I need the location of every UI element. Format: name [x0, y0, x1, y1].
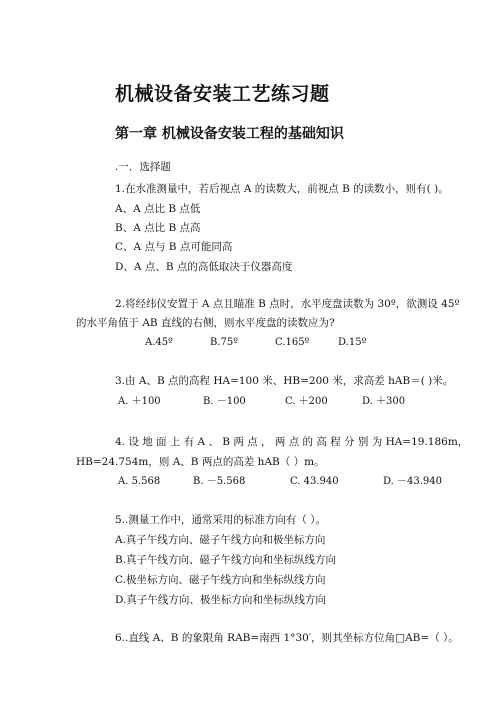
question-5-option-b: B.真子午线方向、磁子午线方向和坐标纵线方向 — [115, 554, 337, 566]
question-4-option-d: D. －43.940 — [383, 476, 443, 487]
question-1-option-a: A、A 点比 B 点低 — [115, 203, 201, 215]
question-4-option-b: B. －5.568 — [193, 476, 246, 487]
question-1-option-b: B、A 点比 B 点高 — [115, 222, 201, 234]
question-5-option-a: A.真子午线方向、磁子午线方向和极坐标方向 — [115, 534, 326, 546]
question-1-option-c: C、A 点与 B 点可能同高 — [115, 241, 233, 253]
question-2-option-d: D.15º — [338, 337, 367, 348]
question-2-option-c: C.165º — [275, 337, 310, 348]
question-3-option-a: A. ＋100 — [118, 396, 161, 407]
question-4-stem-line-1: 4. 设 地 面 上 有 A 、 B 两 点 ， 两 点 的 高 程 分 别 为 HA=19.186m， — [115, 436, 469, 448]
question-3-stem: 3.由 A、B 点的高程 HA=100 米、HB=200 米，求高差 hAB＝( )米。 — [115, 375, 454, 387]
question-2-option-a: A.45º — [145, 337, 173, 348]
question-2-stem-line-2: 的水平角值于 AB 直线的右侧，则水平度盘的读数应为? — [76, 317, 335, 329]
question-3-option-b: B. －100 — [203, 396, 246, 407]
document-title: 机械设备安装工艺练习题 — [115, 83, 330, 105]
chapter-heading: 第一章 机械设备安装工程的基础知识 — [115, 126, 344, 142]
question-1-option-d: D、A 点、B 点的高低取决于仪器高度 — [115, 261, 293, 273]
question-5-option-c: C.极坐标方向、磁子午线方向和坐标纵线方向 — [115, 574, 326, 586]
question-4-option-a: A. 5.568 — [118, 476, 161, 487]
section-heading: .一．选择题 — [115, 161, 171, 173]
question-2-option-b: B.75º — [210, 337, 238, 348]
question-4-stem-line-2: HB=24.754m，则 A、B 两点的高差 hAB（ ）m。 — [76, 456, 325, 468]
question-3-option-d: D. ＋300 — [362, 396, 406, 407]
question-6-stem: 6..直线 A、B 的象限角 RAB=南西 1°30′，则其坐标方位角□AB=（ ）。 — [115, 632, 459, 644]
question-1-stem: 1.在水准测量中，若后视点 A 的读数大，前视点 B 的读数小，则有( )。 — [115, 183, 449, 195]
question-4-option-c: C. 43.940 — [290, 476, 339, 487]
question-2-stem-line-1: 2.将经纬仪安置于 A 点且瞄准 B 点时，水平度盘读数为 30º，欲测设 45º — [115, 298, 460, 310]
question-3-option-c: C. ＋200 — [285, 396, 328, 407]
question-5-stem: 5..测量工作中，通常采用的标准方向有（ ）。 — [115, 514, 326, 526]
question-5-option-d: D.真子午线方向、极坐标方向和坐标纵线方向 — [115, 594, 326, 606]
